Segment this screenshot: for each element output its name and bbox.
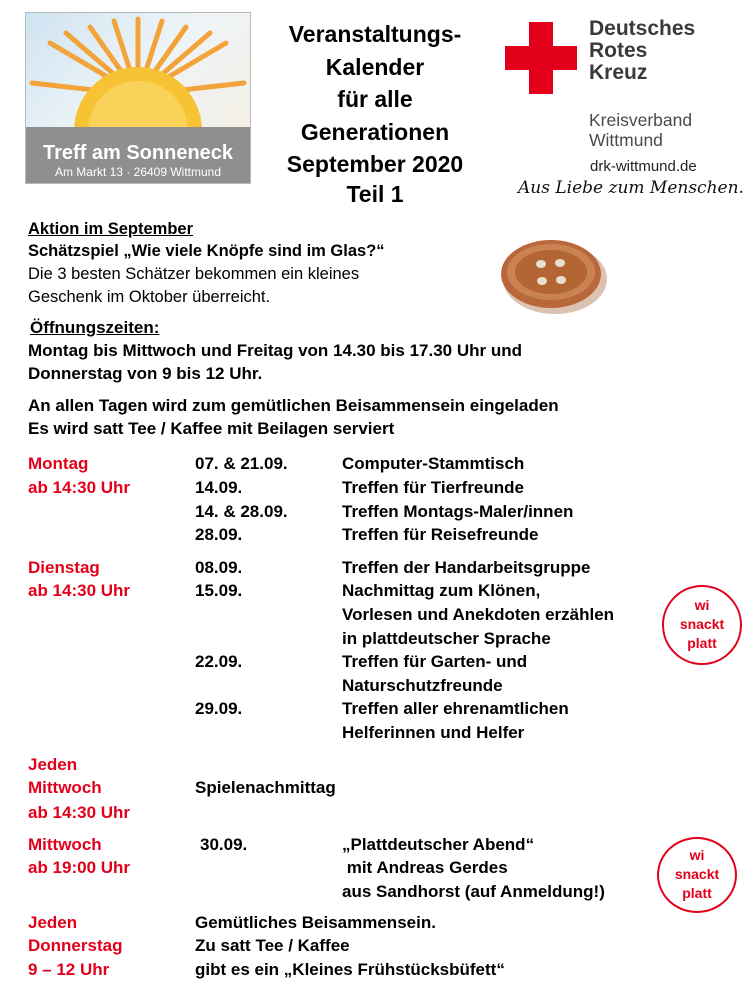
montag-date: 07. & 21.09. bbox=[195, 454, 288, 473]
stamp-line: wi bbox=[689, 847, 705, 863]
donnerstag-event: Gemütliches Beisammensein. bbox=[195, 913, 436, 932]
hours-line-2: Donnerstag von 9 bis 12 Uhr. bbox=[28, 364, 263, 383]
donnerstag-day: Donnerstag bbox=[28, 936, 123, 955]
dienstag-date: 08.09. bbox=[195, 558, 243, 577]
aktion-text-1: Die 3 besten Schätzer bekommen ein kleines bbox=[28, 265, 360, 283]
info-line-1: An allen Tagen wird zum gemütlichen Beisammensein eingeladen bbox=[28, 396, 559, 415]
dienstag-time: ab 14:30 Uhr bbox=[28, 581, 131, 600]
title-line: Generationen bbox=[300, 118, 450, 145]
dienstag-event: Treffen der Handarbeitsgruppe bbox=[342, 558, 591, 577]
drk-name-line: Kreuz bbox=[589, 61, 648, 84]
mittwoch1-day: Mittwoch bbox=[28, 778, 102, 797]
hours-line-1: Montag bis Mittwoch und Freitag von 14.30 bis 17.30 Uhr und bbox=[28, 341, 523, 360]
wi-snackt-platt-stamp bbox=[662, 585, 742, 665]
aktion-heading: Aktion im September bbox=[28, 220, 194, 238]
montag-date: 14. & 28.09. bbox=[195, 502, 288, 521]
aktion-game: Schätzspiel „Wie viele Knöpfe sind im Glas?“ bbox=[28, 242, 385, 260]
montag-event: Computer-Stammtisch bbox=[342, 454, 525, 473]
donnerstag-event: gibt es ein „Kleines Frühstücksbüfett“ bbox=[195, 960, 505, 979]
donnerstag-time: 9 – 12 Uhr bbox=[28, 960, 110, 979]
drk-slogan: Aus Liebe zum Menschen. bbox=[518, 178, 744, 198]
info-line-2: Es wird satt Tee / Kaffee mit Beilagen serviert bbox=[28, 419, 395, 438]
montag-event: Treffen für Tierfreunde bbox=[342, 478, 524, 497]
montag-event: Treffen für Reisefreunde bbox=[342, 525, 539, 544]
dienstag-date: 15.09. bbox=[195, 581, 243, 600]
stamp-line: snackt bbox=[674, 866, 720, 882]
mittwoch2-date: 30.09. bbox=[200, 835, 248, 854]
mittwoch2-time: ab 19:00 Uhr bbox=[28, 858, 131, 877]
title-line: für alle bbox=[337, 86, 413, 112]
treff-am-sonneneck-logo bbox=[25, 12, 251, 184]
dienstag-event: Vorlesen und Anekdoten erzählen bbox=[342, 605, 615, 624]
stamp-line: platt bbox=[682, 885, 712, 901]
dienstag-event: in plattdeutscher Sprache bbox=[342, 629, 551, 648]
logo-address: Am Markt 13 · 26409 Wittmund bbox=[54, 165, 222, 179]
dienstag-date: 22.09. bbox=[195, 652, 243, 671]
button-icon bbox=[497, 232, 609, 316]
dienstag-event: Treffen für Garten- und bbox=[342, 652, 528, 671]
mittwoch1-event: Spielenachmittag bbox=[195, 778, 336, 797]
donnerstag-event: Zu satt Tee / Kaffee bbox=[195, 936, 350, 955]
logo-name: Treff am Sonneneck bbox=[42, 142, 234, 164]
red-cross-icon bbox=[505, 22, 577, 94]
mittwoch1-time: ab 14:30 Uhr bbox=[28, 803, 131, 822]
dienstag-event: Nachmittag zum Klönen, bbox=[342, 581, 541, 600]
drk-kreisverband bbox=[589, 110, 692, 150]
drk-kv-line: Wittmund bbox=[589, 130, 663, 150]
aktion-text-2: Geschenk im Oktober überreicht. bbox=[28, 288, 271, 306]
dienstag-day: Dienstag bbox=[28, 558, 100, 577]
dienstag-event: Naturschutzfreunde bbox=[342, 676, 503, 695]
mittwoch2-event: aus Sandhorst (auf Anmeldung!) bbox=[342, 882, 605, 901]
mittwoch1-day: Jeden bbox=[28, 755, 78, 774]
montag-time: ab 14:30 Uhr bbox=[28, 478, 131, 497]
mittwoch2-day: Mittwoch bbox=[28, 835, 102, 854]
dienstag-event: Treffen aller ehrenamtlichen bbox=[342, 699, 569, 718]
drk-name bbox=[589, 18, 695, 84]
title-line: September 2020 bbox=[286, 151, 464, 177]
montag-date: 14.09. bbox=[195, 478, 243, 497]
dienstag-date: 29.09. bbox=[195, 699, 243, 718]
montag-day: Montag bbox=[28, 454, 89, 473]
title-line: Teil 1 bbox=[346, 180, 404, 207]
drk-website: drk-wittmund.de bbox=[590, 158, 697, 175]
drk-name-line: Deutsches bbox=[589, 17, 696, 40]
title-line: Kalender bbox=[325, 53, 425, 80]
stamp-line: platt bbox=[687, 635, 717, 651]
drk-kv-line: Kreisverband bbox=[589, 110, 693, 130]
donnerstag-day: Jeden bbox=[28, 913, 78, 932]
stamp-line: snackt bbox=[679, 616, 725, 632]
mittwoch2-event: mit Andreas Gerdes bbox=[342, 858, 508, 877]
wi-snackt-platt-stamp bbox=[657, 837, 737, 913]
mittwoch2-event: „Plattdeutscher Abend“ bbox=[342, 835, 535, 854]
stamp-line: wi bbox=[694, 597, 710, 613]
dienstag-event: Helferinnen und Helfer bbox=[342, 723, 525, 742]
montag-date: 28.09. bbox=[195, 525, 243, 544]
page-title bbox=[255, 18, 495, 207]
drk-name-line: Rotes bbox=[589, 39, 648, 62]
title-line: Veranstaltungs- bbox=[288, 21, 462, 47]
montag-event: Treffen Montags-Maler/innen bbox=[342, 502, 574, 521]
hours-heading: Öffnungszeiten: bbox=[30, 318, 160, 337]
